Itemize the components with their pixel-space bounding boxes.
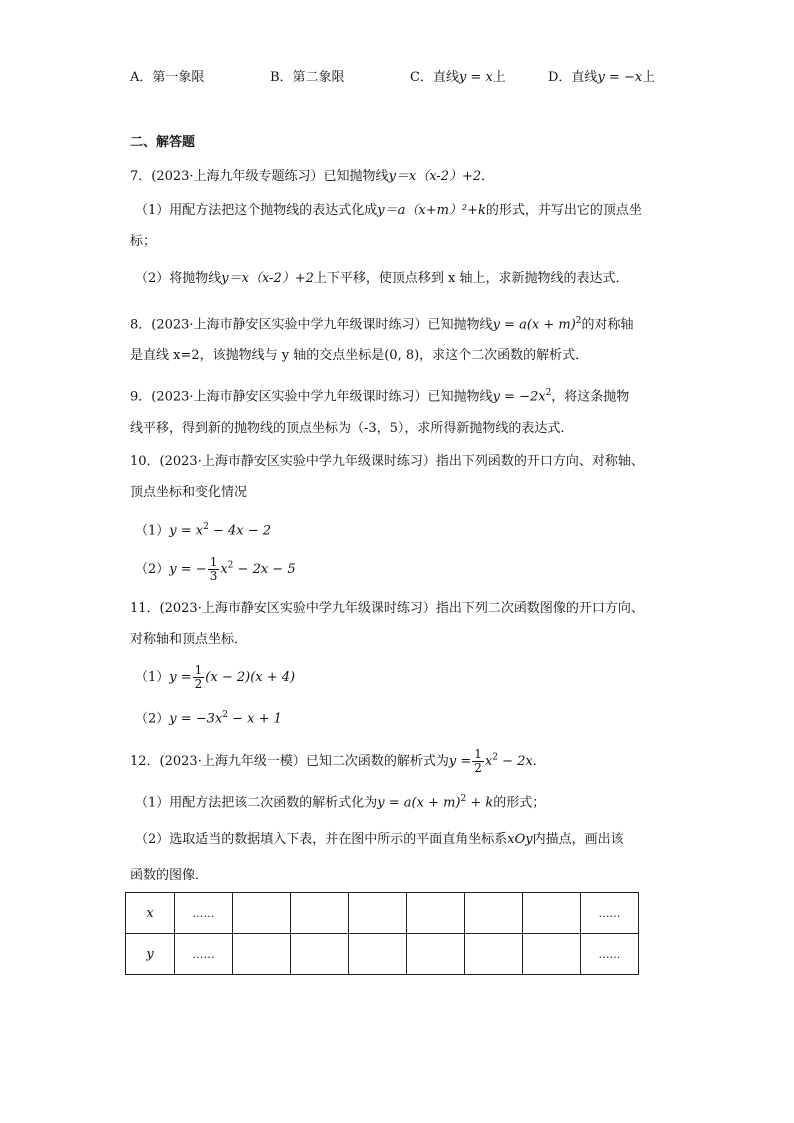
table-cell-blank[interactable]	[349, 934, 407, 975]
option-d: D．直线y = −x上	[548, 70, 656, 85]
table-cell-blank[interactable]	[465, 893, 523, 934]
row-label-y: y	[126, 934, 175, 975]
question-10-part-2: （2）y = − $\frac{1}{3}$ $x^2 - 2x - 5$	[135, 555, 296, 583]
question-7-part-1-cont: 标；	[130, 234, 157, 249]
question-9-head: 9．(2023·上海市静安区实验中学九年级课时练习）已知抛物线$y = -2x^2$，将这条抛物	[130, 388, 630, 405]
question-9-line-2: 线平移，得到新的抛物线的顶点坐标为（-3，5），求所得新抛物线的表达式．	[130, 421, 574, 436]
table-cell-blank[interactable]	[349, 893, 407, 934]
question-11-part-2: $(2)y = -3x^2 - x + 1$	[135, 710, 282, 727]
option-b: B．第二象限	[270, 70, 345, 85]
table-cell-blank[interactable]	[233, 893, 291, 934]
question-7-part-2: （2）将抛物线y＝x（x-2）+2上下平移，使顶点移到 x 轴上，求新抛物线的表达式．	[135, 271, 629, 286]
question-12-part-1: （1）用配方法把该二次函数的解析式化为$y = a(x + m)^2 + k$的形式；	[135, 794, 546, 811]
question-10-part-1: $(1)y = x^2 - 4x - 2$	[135, 522, 272, 539]
option-c: C．直线y = x上	[410, 70, 506, 85]
fraction: $\frac{1}{2}$	[194, 663, 203, 691]
fraction: $\frac{1}{3}$	[209, 555, 218, 583]
value-table	[125, 892, 639, 975]
table-cell-blank[interactable]	[291, 934, 349, 975]
table-cell-ellipsis: ……	[581, 934, 639, 975]
question-7-part-1: （1）用配方法把这个抛物线的表达式化成y＝a（x+m）²+k的形式，并写出它的顶点坐	[135, 203, 642, 218]
question-11-part-1: （1）y = $\frac{1}{2}$ (x − 2)(x + 4)	[135, 663, 296, 691]
section-title: 二、解答题	[130, 135, 196, 150]
option-a: A．第一象限	[130, 70, 205, 85]
question-12-part-2: （2）选取适当的数据填入下表，并在图中所示的平面直角坐标系xOy内描点，画出该	[135, 832, 624, 847]
table-cell-blank[interactable]	[465, 934, 523, 975]
question-11-head: 11．(2023·上海市静安区实验中学九年级课时练习）指出下列二次函数图像的开口方向、	[130, 601, 644, 616]
row-label-x: x	[126, 893, 175, 934]
table-cell-ellipsis: ……	[175, 934, 233, 975]
table-row	[126, 893, 639, 934]
question-11-line-2: 对称轴和顶点坐标．	[130, 632, 248, 647]
question-8-line-2: 是直线 x=2，该抛物线与 y 轴的交点坐标是(0, 8)，求这个二次函数的解析式．	[130, 348, 589, 363]
table-cell-blank[interactable]	[407, 893, 465, 934]
question-10-head: 10．(2023·上海市静安区实验中学九年级课时练习）指出下列函数的开口方向、对称轴、	[130, 454, 644, 469]
table-cell-blank[interactable]	[523, 893, 581, 934]
table-cell-blank[interactable]	[523, 934, 581, 975]
table-cell-blank[interactable]	[291, 893, 349, 934]
question-12-part-2-cont: 函数的图像．	[130, 868, 209, 883]
question-12-head: 12．(2023·上海九年级一模）已知二次函数的解析式为y = $\frac{1}{2}$ $x^2 - 2x$．	[130, 747, 546, 775]
table-cell-blank[interactable]	[407, 934, 465, 975]
table-row	[126, 934, 639, 975]
question-8-head: 8．(2023·上海市静安区实验中学九年级课时练习）已知抛物线$y = a(x + m)^2$的对称轴	[130, 316, 634, 333]
fraction: $\frac{1}{2}$	[474, 747, 482, 775]
table-cell-blank[interactable]	[233, 934, 291, 975]
table-cell-ellipsis: ……	[581, 893, 639, 934]
question-10-line-2: 顶点坐标和变化情况	[130, 485, 248, 500]
question-7-head: 7．(2023·上海九年级专题练习）已知抛物线y＝x（x-2）+2．	[130, 169, 495, 184]
table-cell-ellipsis: ……	[175, 893, 233, 934]
